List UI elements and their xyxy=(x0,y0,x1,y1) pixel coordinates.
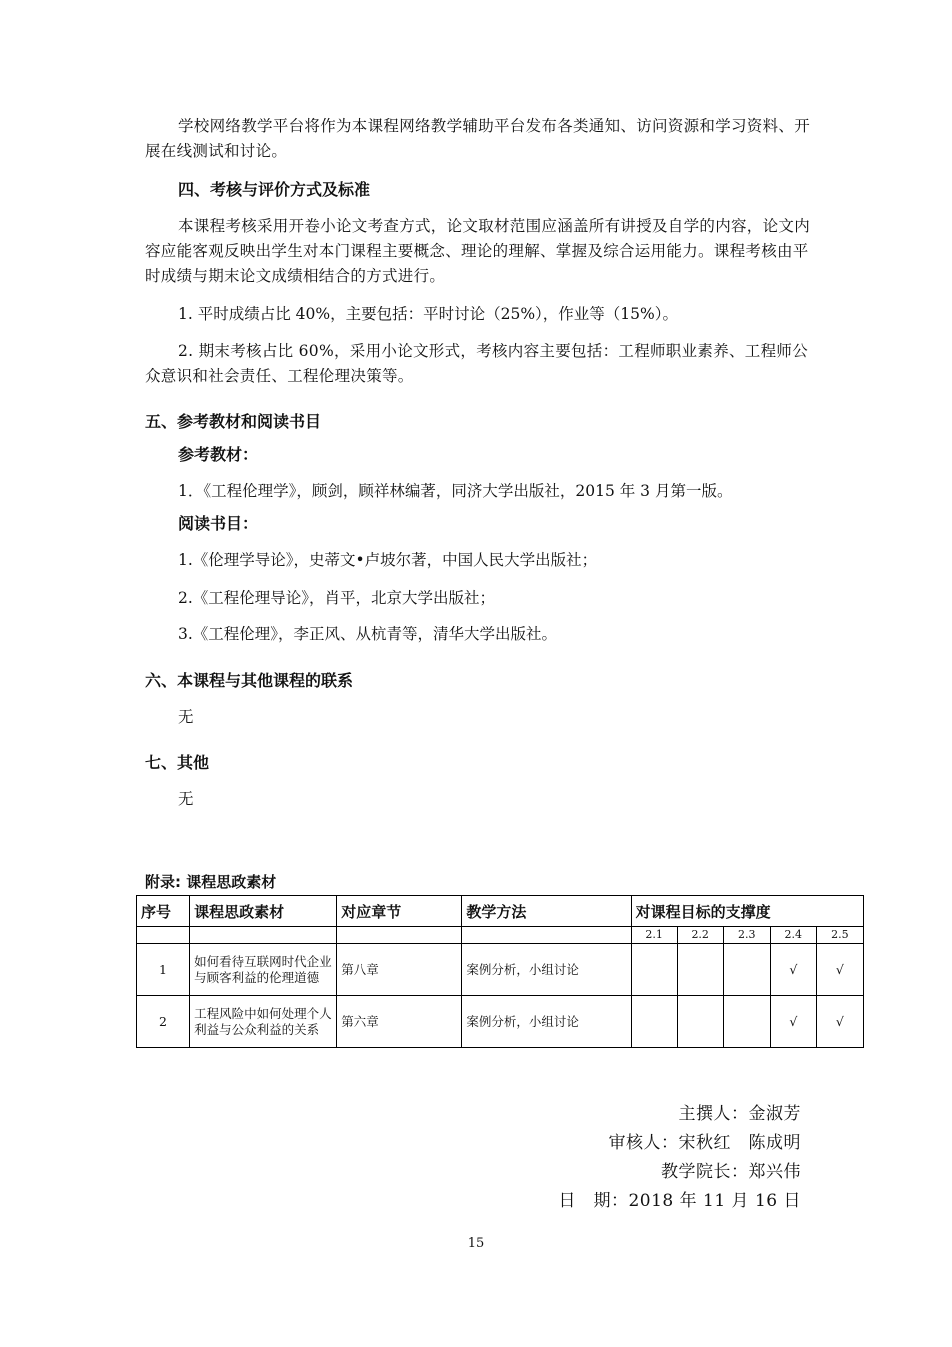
table-header-row xyxy=(137,896,864,927)
section-6-content: 无 xyxy=(178,708,194,726)
row-no: 1 xyxy=(137,944,190,996)
table-row xyxy=(137,996,864,1048)
empty-cell xyxy=(190,927,337,944)
row-chapter: 第八章 xyxy=(337,944,462,996)
reading-item-2: 2.《工程伦理导论》，肖平，北京大学出版社； xyxy=(178,589,496,607)
appendix-table xyxy=(136,895,864,1048)
header-method: 教学方法 xyxy=(462,896,631,927)
row-mark-2-4: √ xyxy=(770,996,816,1048)
row-material: 如何看待互联网时代企业与顾客利益的伦理道德 xyxy=(190,944,337,996)
empty-cell xyxy=(337,927,462,944)
empty-cell xyxy=(137,927,190,944)
row-method: 案例分析，小组讨论 xyxy=(462,996,631,1048)
goal-2-3: 2.3 xyxy=(723,927,770,944)
row-mark-2-2 xyxy=(677,944,723,996)
textbook-label: 参考教材： xyxy=(178,445,259,464)
signature-dean: 教学院长：郑兴伟 xyxy=(661,1162,801,1182)
row-mark-2-1 xyxy=(631,996,677,1048)
goal-2-5: 2.5 xyxy=(816,927,863,944)
section-4-paragraph: 本课程考核采用开卷小论文考查方式，论文取材范围应涵盖所有讲授及自学的内容，论文内容应能客观反映出学生对本门课程主要概念、理论的理解、掌握及综合运用能力。课程考核由平时成绩与期末论文成绩相结合的方式进行。 xyxy=(145,217,811,285)
row-mark-2-3 xyxy=(723,944,770,996)
goal-2-4: 2.4 xyxy=(770,927,816,944)
signature-reviewer: 审核人：宋秋红 陈成明 xyxy=(608,1133,801,1153)
intro-paragraph: 学校网络教学平台将作为本课程网络教学辅助平台发布各类通知、访问资源和学习资料、开展在线测试和讨论。 xyxy=(145,117,811,160)
table-row xyxy=(137,944,864,996)
row-no: 2 xyxy=(137,996,190,1048)
header-chapter: 对应章节 xyxy=(337,896,462,927)
row-material: 工程风险中如何处理个人利益与公众利益的关系 xyxy=(190,996,337,1048)
section-4-heading: 四、考核与评价方式及标准 xyxy=(178,180,371,199)
row-mark-2-1 xyxy=(631,944,677,996)
page-number: 15 xyxy=(467,1236,485,1251)
row-chapter: 第六章 xyxy=(337,996,462,1048)
reading-item-3: 3.《工程伦理》，李正风、从杭青等，清华大学出版社。 xyxy=(178,625,558,643)
row-method: 案例分析，小组讨论 xyxy=(462,944,631,996)
goal-2-2: 2.2 xyxy=(677,927,723,944)
reading-item-1: 1.《伦理学导论》，史蒂文•卢坡尔著，中国人民大学出版社； xyxy=(178,551,598,569)
signature-date: 日 期：2018 年 11 月 16 日 xyxy=(558,1191,801,1211)
goal-2-1: 2.1 xyxy=(631,927,677,944)
header-material: 课程思政素材 xyxy=(190,896,337,927)
signature-author: 主撰人：金淑芳 xyxy=(678,1104,801,1124)
textbook-item-1: 1．《工程伦理学》，顾剑，顾祥林编著，同济大学出版社，2015 年 3 月第一版。 xyxy=(178,482,733,500)
empty-cell xyxy=(462,927,631,944)
section-4-item-2: 2. 期末考核占比 60%，采用小论文形式，考核内容主要包括：工程师职业素养、工程师公众意识和社会责任、工程伦理决策等。 xyxy=(145,342,808,385)
header-support: 对课程目标的支撑度 xyxy=(631,896,863,927)
section-4-item-1: 1. 平时成绩占比 40%，主要包括：平时讨论（25%），作业等（15%）。 xyxy=(178,305,678,323)
table-subheader-row xyxy=(137,927,864,944)
row-mark-2-2 xyxy=(677,996,723,1048)
row-mark-2-5: √ xyxy=(816,944,863,996)
appendix-title: 附录: 课程思政素材 xyxy=(145,873,277,891)
section-6-heading: 六、本课程与其他课程的联系 xyxy=(145,671,354,690)
section-7-heading: 七、其他 xyxy=(145,753,210,772)
reading-label: 阅读书目： xyxy=(178,514,259,533)
row-mark-2-4: √ xyxy=(770,944,816,996)
header-no: 序号 xyxy=(137,896,190,927)
row-mark-2-3 xyxy=(723,996,770,1048)
row-mark-2-5: √ xyxy=(816,996,863,1048)
section-7-content: 无 xyxy=(178,790,194,808)
section-5-heading: 五、参考教材和阅读书目 xyxy=(145,412,322,431)
